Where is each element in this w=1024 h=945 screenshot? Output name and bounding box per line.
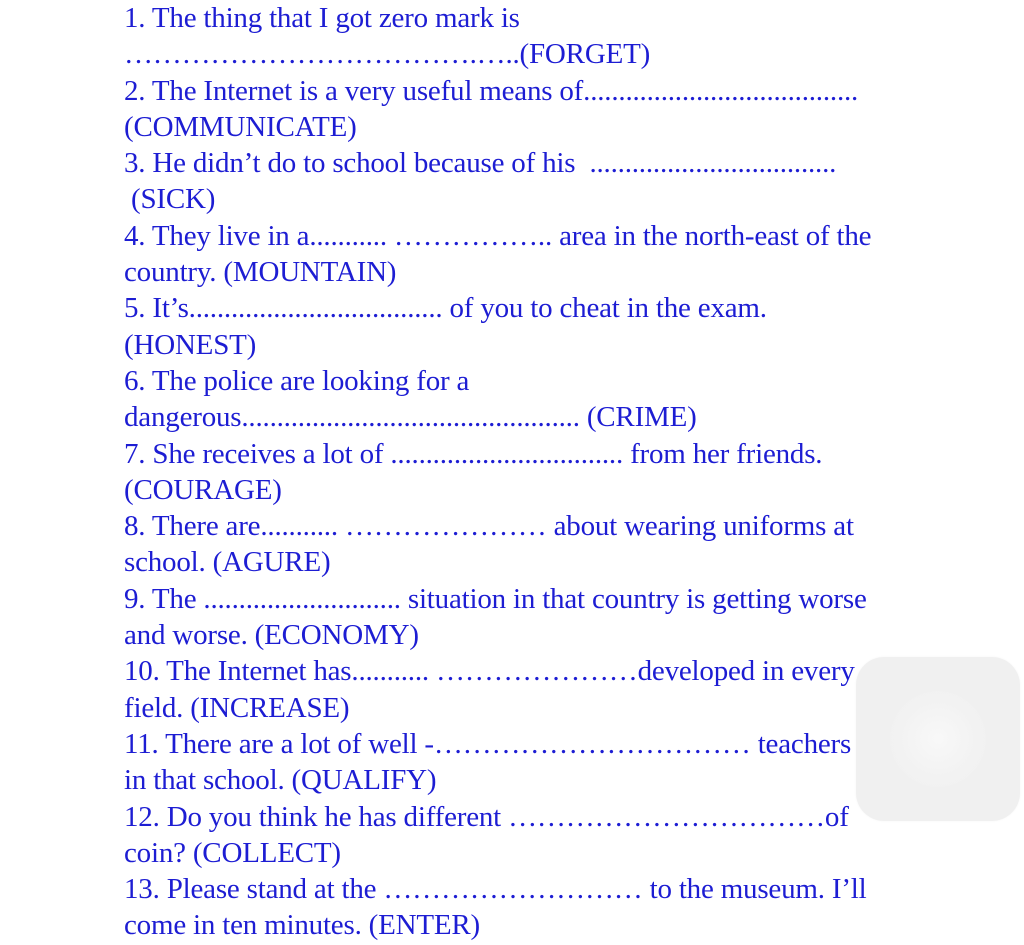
question-8-line-1: 8. There are........... ………………… about wearing uniforms at [124, 510, 854, 543]
question-2-line-1: 2. The Internet is a very useful means of....................................... [124, 74, 859, 107]
question-4-line-1: 4. They live in a........... …………….. area in the north-east of the [124, 219, 872, 252]
question-2-line-2: (COMMUNICATE) [124, 110, 357, 143]
question-4-line-2: country. (MOUNTAIN) [124, 256, 397, 289]
question-11-line-2: in that school. (QUALIFY) [124, 764, 437, 797]
question-12-line-1: 12. Do you think he has different ……………………………of [124, 800, 849, 833]
question-1-line-1: 1. The thing that I got zero mark is [124, 2, 520, 34]
question-6-line-1: 6. The police are looking for a [124, 364, 470, 397]
question-7-line-1: 7. She receives a lot of ................................. from her friends. [124, 437, 823, 470]
question-5-line-1: 5. It’s.................................... of you to cheat in the exam. [124, 292, 767, 325]
question-6-line-2: dangerous................................................ (CRIME) [124, 401, 697, 434]
question-3-line-1: 3. He didn’t do to school because of his ................................... [124, 147, 837, 180]
exercise-document [124, 0, 954, 944]
question-9-line-2: and worse. (ECONOMY) [124, 619, 419, 652]
question-7-line-2: (COURAGE) [124, 473, 282, 506]
question-12-line-2: coin? (COLLECT) [124, 836, 341, 869]
question-3-line-2: (SICK) [124, 183, 216, 216]
question-8-line-2: school. (AGURE) [124, 546, 331, 579]
assistive-touch-icon [890, 691, 986, 787]
question-10-line-2: field. (INCREASE) [124, 691, 350, 724]
question-9-line-1: 9. The ............................ situation in that country is getting worse [124, 582, 867, 615]
assistive-touch-button[interactable] [856, 657, 1020, 821]
question-10-line-1: 10. The Internet has........... …………………developed in every [124, 655, 855, 688]
question-13-line-2: come in ten minutes. (ENTER) [124, 909, 481, 942]
question-5-line-2: (HONEST) [124, 328, 257, 361]
question-13-line-1: 13. Please stand at the ……………………… to the museum. I’ll [124, 873, 867, 906]
question-11-line-1: 11. There are a lot of well -…………………………… teachers [124, 727, 852, 760]
question-1-line-2: ……………………………….…..(FORGET) [124, 38, 651, 71]
